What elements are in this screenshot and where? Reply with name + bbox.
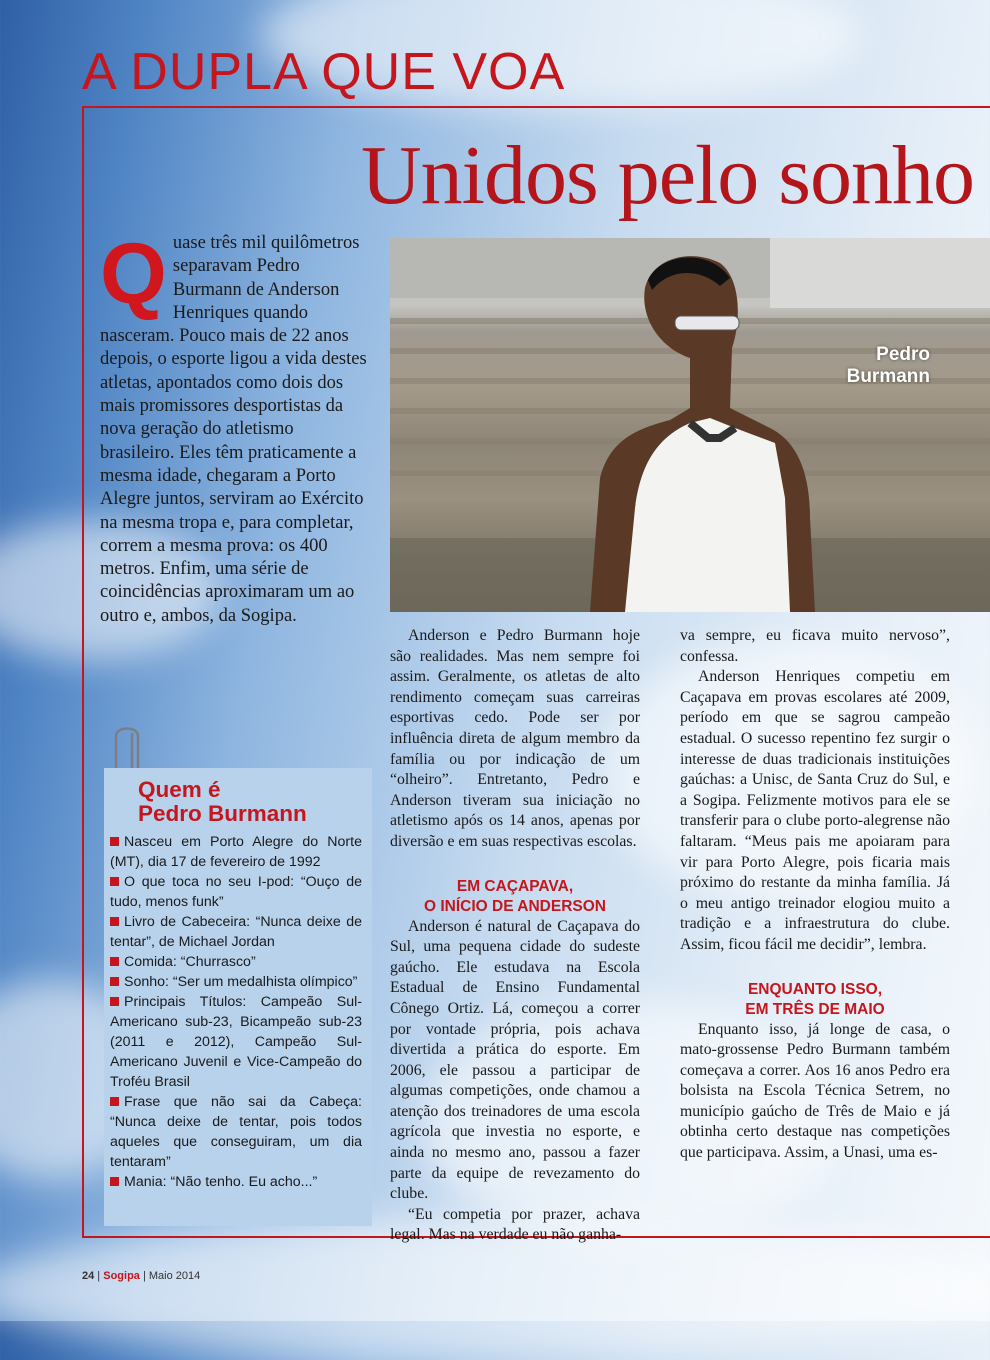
article-paragraph: “Eu competia por prazer, achava legal. Mas na verdade eu não ganha- xyxy=(390,1205,640,1244)
profile-box xyxy=(104,768,372,1226)
article-paragraph: va sempre, eu ficava muito nervoso”, confessa. xyxy=(680,627,950,665)
bullet-icon xyxy=(110,837,119,846)
article-column-1 xyxy=(390,626,640,1246)
bullet-icon xyxy=(110,997,119,1006)
intro-paragraph xyxy=(100,226,370,628)
section-title: A DUPLA QUE VOA xyxy=(82,43,566,101)
intro-text: uase três mil quilômetros separavam Pedro Burmann de Anderson Henriques quando nasceram. Pouco mais de 22 anos depois, o esporte ligou a vida destes atletas, apontados como dois dos mais promissores desportistas da nova geração do atletismo brasileiro. Eles têm praticamente a mesma idade, chegaram a Porto Alegre juntos, serviram ao Exército na mesma tropa e, para completar, correm a mesma prova: os 400 metros. Enfim, uma série de coincidências aproximaram um ao outro e, ambos, da Sogipa. xyxy=(100,233,367,626)
page-footer xyxy=(82,1270,200,1282)
page-number: 24 xyxy=(82,1270,95,1282)
list-item-text: Nasceu em Porto Alegre do Norte (MT), dia 17 de fevereiro de 1992 xyxy=(110,834,362,870)
article-paragraph: Anderson Henriques competiu em Caçapava em provas escolares até 2009, período em que se sagrou campeão estadual. O sucesso repentino fez surgir o interesse de duas tradicionais instituições gaúchas: a Unisc, de Santa Cruz do Sul, e a Sogipa. Felizmente motivos para ele se transferir para o clube porto-alegrense não faltaram. “Meus pais me apoiaram para vir para Porto Alegre, pois ficaria mais próximo do restante da minha família. Já o meu antigo treinador elogiou muito a tradição e a infraestrutura do clube. Assim, ficou fácil me decidir”, lembra. xyxy=(680,668,950,953)
bullet-icon xyxy=(110,877,119,886)
athlete-photo-illustration xyxy=(390,238,990,612)
subheading-line2: O INÍCIO DE ANDERSON xyxy=(424,897,606,915)
profile-facts-list xyxy=(104,832,372,1192)
list-item-text: Principais Títulos: Campeão Sul-Americano sub-23, Bicampeão sub-23 (2011 e 2012), Campeão Sul-Americano Juvenil e Vice-Campeão do Troféu Brasil xyxy=(110,994,362,1090)
profile-box-title-line2: Pedro Burmann xyxy=(138,801,307,826)
photo-caption xyxy=(847,344,930,388)
profile-box-title xyxy=(104,778,372,826)
subheading-line1: EM CAÇAPAVA, xyxy=(456,877,574,895)
article-paragraph: Anderson e Pedro Burmann hoje são realidades. Mas nem sempre foi assim. Geralmente, os atletas de alto rendimento começam suas carreiras esportivas cedo. Pode ser por influência direta de algum membro da família ou por indicação de um “olheiro”. Entretanto, Pedro e Anderson tiveram sua iniciação no atletismo após os 14 anos, apenas por diversão e em suas respectivas escolas. xyxy=(390,627,640,850)
list-item-text: Livro de Cabeceira: “Nunca deixe de tentar”, de Michael Jordan xyxy=(110,914,362,950)
list-item xyxy=(110,952,362,972)
article-paragraph: Enquanto isso, já longe de casa, o mato-grossense Pedro Burmann também começava a correr. Aos 16 anos Pedro era bolsista na Escola Técnica Setrem, no município gaúcho de Três de Maio e já obtinha certo destaque nas competições que participava. Assim, a Unasi, uma es- xyxy=(680,1020,950,1162)
list-item xyxy=(110,972,362,992)
list-item-text: Sonho: “Ser um medalhista olímpico” xyxy=(124,974,358,990)
list-item xyxy=(110,1092,362,1172)
footer-separator: | xyxy=(139,1270,149,1282)
subheading-line1: ENQUANTO ISSO, xyxy=(747,980,883,998)
photo-caption-line2: Burmann xyxy=(846,366,930,387)
subheading-line2: EM TRÊS DE MAIO xyxy=(745,1000,885,1018)
list-item xyxy=(110,992,362,1092)
list-item-text: Frase que não sai da Cabeça: “Nunca deixe de tentar, pois todos aqueles que conseguiram, um dia tentaram” xyxy=(110,1094,362,1170)
frame-border-top xyxy=(82,106,990,108)
profile-box-title-line1: Quem é xyxy=(138,777,221,802)
footer-separator: | xyxy=(94,1270,104,1282)
list-item-text: Mania: “Não tenho. Eu acho...” xyxy=(124,1174,318,1190)
list-item xyxy=(110,872,362,912)
list-item xyxy=(110,832,362,872)
subheading-cacapava xyxy=(390,877,640,917)
bullet-icon xyxy=(110,977,119,986)
subheading-tres-de-maio xyxy=(680,980,950,1020)
headline: Unidos pelo sonho xyxy=(361,129,974,222)
photo-caption-line1: Pedro xyxy=(876,344,930,365)
bullet-icon xyxy=(110,917,119,926)
athlete-photo xyxy=(390,238,990,612)
issue-date: Maio 2014 xyxy=(148,1270,201,1282)
frame-border-left xyxy=(82,106,84,1236)
drop-cap: Q xyxy=(100,226,167,322)
magazine-name: Sogipa xyxy=(103,1270,140,1282)
list-item-text: O que toca no seu I-pod: “Ouço de tudo, menos funk” xyxy=(110,874,362,910)
list-item xyxy=(110,1172,362,1192)
article-paragraph: Anderson é natural de Caçapava do Sul, uma pequena cidade do sudeste gaúcho. Ele estudava na Escola Estadual de Ensino Fundamental Cônego Ortiz. Lá, começou a correr por vontade própria, pois achava divertida a prática do esporte. Em 2006, ele passou a participar de algumas competições, onde chamou a atenção dos treinadores de uma escola agrícola que investia no esporte, e ainda no mesmo ano, passou a fazer parte da equipe de revezamento do clube. xyxy=(390,917,640,1203)
list-item xyxy=(110,912,362,952)
list-item-text: Comida: “Churrasco” xyxy=(124,954,256,970)
bullet-icon xyxy=(110,957,119,966)
bullet-icon xyxy=(110,1097,119,1106)
article-column-2 xyxy=(680,626,950,1164)
bullet-icon xyxy=(110,1177,119,1186)
